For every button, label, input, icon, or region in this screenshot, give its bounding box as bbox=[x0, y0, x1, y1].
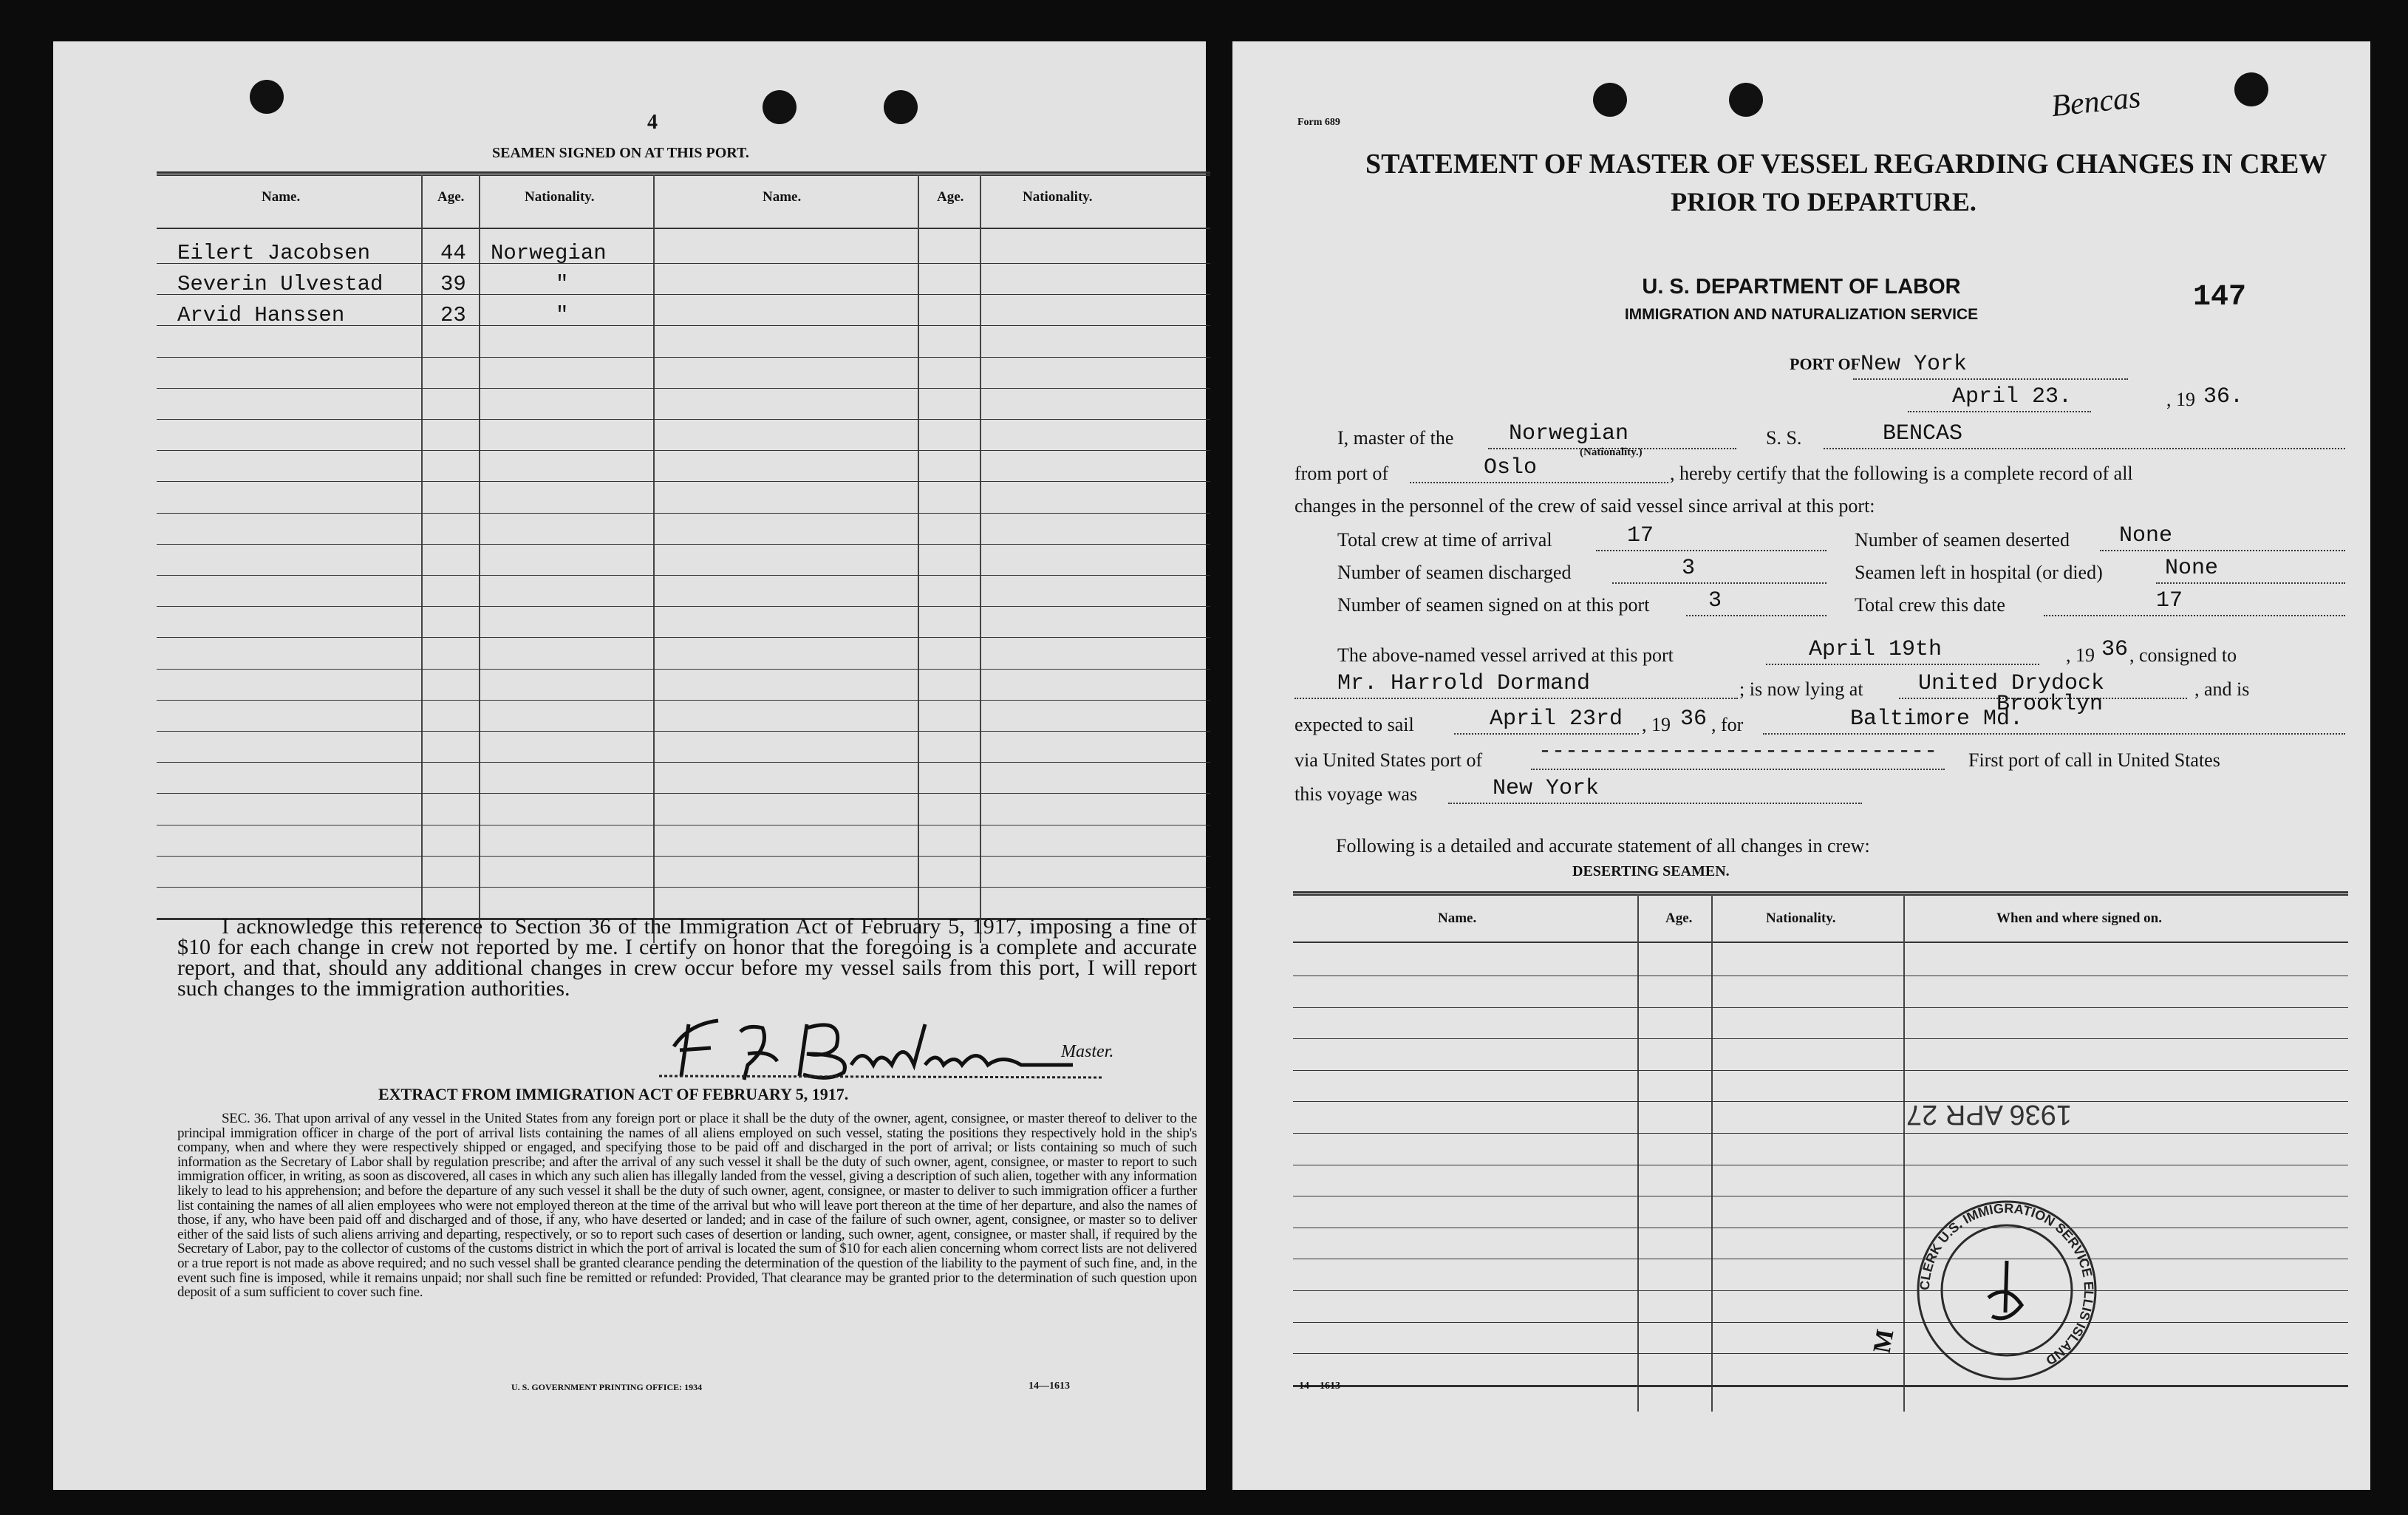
lying-label: ; is now lying at bbox=[1739, 678, 1863, 700]
nationality-caption: (Nationality.) bbox=[1580, 446, 1643, 458]
extract-text: SEC. 36. That upon arrival of any vessel in the United States from any foreign port or place it shall be the duty of the owner, agent, consignee, or master thereof to deliver to the principal immigration officer in charge of the port of arrival lists containing the names of all aliens employed on such vessel, stating the positions they respectively hold in the ship's company, when and where they were respectively shipped or engaged, and specifying those to be paid off and discharged in the port of arrival; or lists containing so much of such information as the Secretary of Labor shall by regulation prescribe; and after the arrival of any such vessel it shall be the duty of such owner, agent, consignee, or master to report to such immigration officer, in writing, as soon as discovered, all cases in which any such alien has illegally landed from the vessel, giving a description of such alien, together with any information likely to lead to his apprehension; and before the departure of any such vessel it shall be the duty of such owner, agent, consignee, or master to deliver to such immigration officer a further list containing the names of all alien employees who were not employed thereon at the time of the arrival but who will leave port thereon at the time of her departure, and also the names of those, if any, who have been paid off and discharged and of those, if any, who have deserted or landed; and in case of the failure of such owner, agent, consignee, or master so to deliver either of the said lists of such aliens arriving and departing, respectively, or so to report such cases of desertion or landing, such owner, agent, consignee, or master shall, if required by the Secretary of Labor, pay to the collector of customs of the customs district in which the port of arrival is located the sum of $10 for each alien concerning whom correct lists are not delivered or a true report is not made as above required; and no such vessel shall be granted clearance pending the determination of the question of the liability to the payment of such fine, and, in the event such fine is imposed, while it remains unpaid; nor shall such fine be remitted or refunded: Provided, That clearance may be granted prior to the determination of such question upon deposit of a sum sufficient to cover such fine. bbox=[177, 1111, 1197, 1301]
form-code-right: 14—1613 bbox=[1299, 1380, 1340, 1392]
seamen-signed-title: SEAMEN SIGNED ON AT THIS PORT. bbox=[492, 145, 749, 161]
master-nationality: Norwegian bbox=[1509, 421, 1629, 446]
document-number: 147 bbox=[2193, 281, 2247, 314]
stamp-letter: M bbox=[1868, 1327, 1900, 1355]
from-port-label: from port of bbox=[1295, 463, 1389, 484]
col-header-name-2: Name. bbox=[763, 189, 802, 205]
seaman-age: 23 bbox=[440, 303, 466, 327]
lying-at-extra: Brooklyn bbox=[1996, 692, 2104, 717]
punch-hole bbox=[2234, 72, 2268, 106]
deserting-title: DESERTING SEAMEN. bbox=[1572, 863, 1730, 879]
arrived-label: The above-named vessel arrived at this port bbox=[1337, 644, 1674, 666]
table-rule bbox=[157, 856, 1210, 857]
table-rule bbox=[157, 793, 1210, 794]
sail-year: 36 bbox=[1680, 707, 1708, 732]
certify-text: , hereby certify that the following is a complete record of all bbox=[1670, 463, 2133, 484]
table-rule bbox=[1293, 1007, 2348, 1008]
table-rule bbox=[1293, 1353, 2348, 1354]
signed-on-label: Number of seamen signed on at this port bbox=[1337, 594, 1650, 616]
date-value: April 23. bbox=[1952, 384, 2073, 409]
col-header-age-2: Age. bbox=[937, 189, 964, 205]
via-port-value: ------------------------------ bbox=[1538, 739, 1938, 764]
table-rule bbox=[1293, 1290, 2348, 1291]
immigration-stamp bbox=[1911, 1194, 2103, 1386]
form-code: 14—1613 bbox=[1029, 1380, 1070, 1392]
col-header-nationality-2: Nationality. bbox=[1023, 189, 1093, 205]
expected-label: expected to sail bbox=[1295, 714, 1414, 735]
handwritten-vessel-name: Bencas bbox=[2049, 80, 2143, 124]
table-rule bbox=[157, 544, 1210, 545]
table-rule bbox=[157, 513, 1210, 514]
year-prefix: , 19 bbox=[2166, 389, 2195, 410]
page-number: 4 bbox=[647, 111, 658, 134]
form-subtitle: PRIOR TO DEPARTURE. bbox=[1671, 187, 1976, 217]
arrived-date: April 19th bbox=[1809, 637, 1943, 662]
hospital-value: None bbox=[2165, 556, 2219, 581]
table-rule bbox=[157, 637, 1210, 638]
punch-hole bbox=[1593, 83, 1627, 117]
table-rule bbox=[157, 700, 1210, 701]
voyage-label: this voyage was bbox=[1295, 783, 1418, 805]
vessel-name: BENCAS bbox=[1883, 421, 1963, 446]
from-port-value: Oslo bbox=[1484, 455, 1538, 480]
discharged-label: Number of seamen discharged bbox=[1337, 562, 1572, 583]
consigned-label: , consigned to bbox=[2129, 644, 2237, 666]
table-rule bbox=[1293, 1101, 2348, 1102]
deserting-col-when-where: When and where signed on. bbox=[1996, 910, 2163, 926]
deserting-col-nationality: Nationality. bbox=[1766, 910, 1836, 926]
seaman-name: Eilert Jacobsen bbox=[177, 241, 371, 265]
and-is-label: , and is bbox=[2194, 678, 2250, 700]
table-rule bbox=[1293, 1322, 2348, 1323]
master-signature bbox=[659, 995, 1102, 1091]
deserted-value: None bbox=[2119, 523, 2173, 548]
seaman-age: 39 bbox=[440, 272, 466, 296]
punch-hole bbox=[250, 80, 284, 114]
seaman-nationality: " bbox=[556, 303, 569, 327]
form-number: Form 689 bbox=[1297, 117, 1340, 128]
sail-year-prefix: , 19 bbox=[1642, 714, 1671, 735]
table-rule bbox=[1293, 1133, 2348, 1134]
table-rule bbox=[157, 450, 1210, 451]
table-rule bbox=[1293, 1385, 2348, 1387]
deserted-label: Number of seamen deserted bbox=[1855, 529, 2070, 551]
port-label: PORT OF bbox=[1790, 355, 1860, 373]
first-port-value: New York bbox=[1493, 776, 1600, 801]
seaman-age: 44 bbox=[440, 241, 466, 265]
acknowledgment-paragraph: I acknowledge this reference to Section 36 of the Immigration Act of February 5, 1917, imposing a fine of $10 for each change in crew not reported by me. I certify on honor that the foregoing is a complete and accurate report, and that, should any additional changes in crew occur before my vessel sails from this port, I will report such changes to the immigration authorities. bbox=[177, 914, 1197, 1001]
deserting-col-age: Age. bbox=[1665, 910, 1693, 926]
table-rule bbox=[1293, 1070, 2348, 1071]
col-header-name: Name. bbox=[262, 189, 301, 205]
following-text: Following is a detailed and accurate statement of all changes in crew: bbox=[1336, 835, 1870, 857]
seaman-name: Arvid Hanssen bbox=[177, 303, 345, 327]
department-name: U. S. DEPARTMENT OF LABOR bbox=[1642, 275, 1961, 299]
signature-caption: Master. bbox=[1061, 1042, 1114, 1061]
table-rule bbox=[157, 887, 1210, 888]
discharged-value: 3 bbox=[1682, 556, 1696, 581]
total-arrival-label: Total crew at time of arrival bbox=[1337, 529, 1552, 551]
via-label: via United States port of bbox=[1295, 749, 1483, 771]
right-page bbox=[1232, 41, 2370, 1490]
total-today-label: Total crew this date bbox=[1855, 594, 2005, 616]
punch-hole bbox=[884, 90, 918, 124]
seaman-nationality: Norwegian bbox=[491, 241, 607, 265]
table-rule bbox=[157, 606, 1210, 607]
date-stamp: 1936 APR 27 bbox=[1906, 1099, 2072, 1130]
table-rule bbox=[157, 575, 1210, 576]
deserting-col-name: Name. bbox=[1438, 910, 1477, 926]
total-today-value: 17 bbox=[2156, 588, 2183, 613]
col-header-nationality: Nationality. bbox=[525, 189, 595, 205]
left-page bbox=[53, 41, 1206, 1490]
arrived-year-prefix: , 19 bbox=[2066, 644, 2095, 666]
consignee-value: Mr. Harrold Dormand bbox=[1337, 671, 1591, 696]
seaman-name: Severin Ulvestad bbox=[177, 272, 383, 296]
extract-title: EXTRACT FROM IMMIGRATION ACT OF FEBRUARY 5, 1917. bbox=[378, 1085, 849, 1103]
punch-hole bbox=[1729, 83, 1763, 117]
col-header-age: Age. bbox=[437, 189, 465, 205]
table-rule bbox=[157, 419, 1210, 420]
table-rule bbox=[157, 388, 1210, 389]
service-name: IMMIGRATION AND NATURALIZATION SERVICE bbox=[1624, 306, 1979, 323]
punch-hole bbox=[763, 90, 797, 124]
printer-imprint: U. S. GOVERNMENT PRINTING OFFICE: 1934 bbox=[511, 1382, 703, 1392]
first-call-label: First port of call in United States bbox=[1968, 749, 2220, 771]
arrived-year: 36 bbox=[2101, 637, 2129, 662]
port-value: New York bbox=[1860, 352, 1968, 377]
destination-value: Baltimore Md. bbox=[1850, 707, 2024, 732]
sail-date: April 23rd bbox=[1490, 707, 1623, 732]
table-rule bbox=[157, 481, 1210, 482]
hospital-label: Seamen left in hospital (or died) bbox=[1855, 562, 2103, 583]
master-label: I, master of the bbox=[1337, 427, 1454, 449]
table-rule bbox=[1293, 1038, 2348, 1039]
changes-text: changes in the personnel of the crew of said vessel since arrival at this port: bbox=[1295, 495, 1875, 517]
total-arrival-value: 17 bbox=[1627, 523, 1654, 548]
lying-at-value: United Drydock bbox=[1918, 671, 2105, 696]
table-rule bbox=[157, 762, 1210, 763]
table-rule bbox=[157, 731, 1210, 732]
stamp-ring-text: CLERK U.S. IMMIGRATION SERVICE ELLIS ISLAND bbox=[1917, 1200, 2097, 1369]
table-rule bbox=[157, 669, 1210, 670]
ss-label: S. S. bbox=[1766, 427, 1802, 449]
signed-on-value: 3 bbox=[1708, 588, 1722, 613]
for-label: , for bbox=[1711, 714, 1744, 735]
seaman-nationality: " bbox=[556, 272, 569, 296]
table-rule bbox=[157, 357, 1210, 358]
year-value: 36. bbox=[2203, 384, 2244, 409]
form-title: STATEMENT OF MASTER OF VESSEL REGARDING CHANGES IN CREW bbox=[1365, 149, 2327, 180]
